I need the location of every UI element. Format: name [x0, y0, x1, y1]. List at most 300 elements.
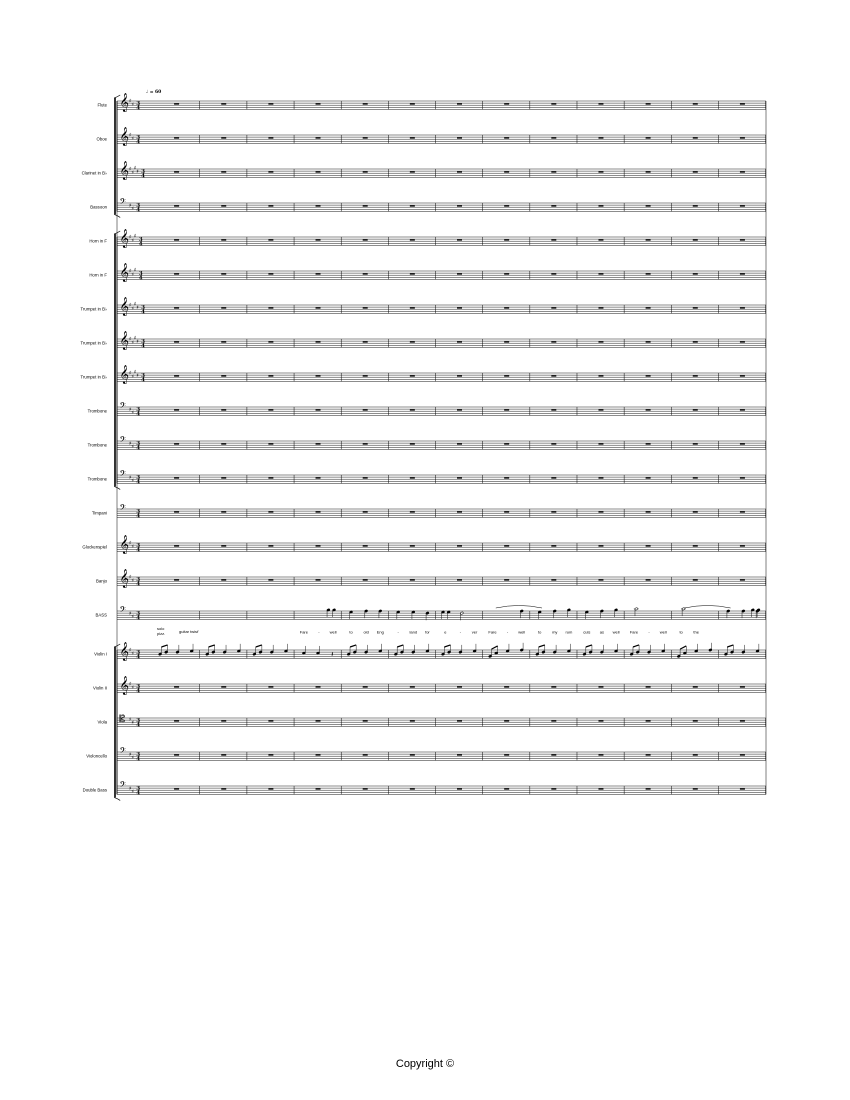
note: [447, 611, 451, 620]
instrument-label: Clarinet in B♭: [81, 170, 107, 176]
sharp-accidental: ♯: [131, 339, 134, 346]
alto-clef: 𝄡: [119, 714, 126, 726]
whole-rest: [410, 788, 415, 789]
whole-rest: [363, 205, 368, 206]
whole-rest: [268, 511, 273, 512]
lyric-syllable: well: [612, 629, 620, 635]
whole-rest: [363, 720, 368, 721]
violin-note: [520, 643, 524, 652]
violin-note: [536, 647, 540, 656]
whole-rest: [410, 205, 415, 206]
lyric-syllable: Fare: [629, 629, 639, 635]
sharp-accidental: ♯: [131, 271, 134, 278]
whole-rest: [316, 511, 321, 512]
whole-rest: [646, 307, 651, 308]
whole-rest: [740, 307, 745, 308]
whole-rest: [646, 205, 651, 206]
whole-rest: [646, 409, 651, 410]
violin-note: [614, 644, 618, 653]
instrument-label: Double Bass: [82, 787, 107, 793]
whole-rest: [316, 579, 321, 580]
violin-annotation: guitar twist': [179, 629, 199, 634]
whole-rest: [363, 375, 368, 376]
lyric-syllable: Fare: [299, 629, 309, 635]
whole-rest: [457, 545, 462, 546]
lyric-syllable: rum: [565, 629, 573, 635]
whole-rest: [598, 443, 603, 444]
violin-note: [583, 647, 587, 656]
whole-rest: [457, 477, 462, 478]
whole-rest: [221, 477, 226, 478]
time-signature-top: 3: [136, 752, 141, 758]
staff: [117, 713, 766, 728]
whole-rest: [221, 273, 226, 274]
beam: [444, 645, 450, 647]
sharp-accidental: ♯: [131, 101, 134, 108]
beam: [492, 646, 498, 649]
lyric-syllable: as: [599, 629, 605, 635]
whole-rest: [410, 443, 415, 444]
violin-note: [205, 647, 209, 656]
whole-rest: [221, 686, 226, 687]
whole-rest: [268, 545, 273, 546]
sharp-accidental: ♯: [131, 205, 134, 212]
beam: [256, 645, 262, 647]
lyric-syllable: -: [648, 629, 650, 635]
violin-note: [394, 647, 398, 656]
whole-rest: [740, 171, 745, 172]
bass-clef: 𝄢: [119, 470, 126, 481]
sharp-accidental: ♯: [131, 788, 134, 795]
instrument-label: Viola: [97, 719, 107, 725]
whole-rest: [551, 409, 556, 410]
time-signature-bottom: 4: [136, 547, 141, 554]
whole-rest: [457, 375, 462, 376]
whole-rest: [410, 307, 415, 308]
whole-rest: [504, 171, 509, 172]
instrument-label: Trumpet in B♭: [80, 306, 107, 312]
whole-rest: [363, 477, 368, 478]
lyric-syllable: -: [506, 629, 509, 635]
whole-rest: [268, 477, 273, 478]
note: [553, 610, 557, 619]
whole-rest: [268, 443, 273, 444]
whole-rest: [693, 307, 698, 308]
whole-rest: [457, 720, 462, 721]
instrument-label: Trombone: [87, 408, 107, 414]
whole-rest: [598, 137, 603, 138]
whole-rest: [221, 579, 226, 580]
treble-clef: 𝄞: [119, 641, 129, 661]
treble-clef: 𝄞: [119, 364, 129, 384]
whole-rest: [410, 686, 415, 687]
whole-rest: [551, 341, 556, 342]
note: [756, 610, 760, 619]
beam: [161, 645, 167, 647]
whole-rest: [174, 720, 179, 721]
whole-rest: [457, 137, 462, 138]
whole-rest: [457, 443, 462, 444]
sharp-accidental: ♯: [136, 304, 139, 311]
whole-rest: [268, 375, 273, 376]
whole-rest: [646, 511, 651, 512]
sharp-accidental: ♯: [136, 168, 139, 175]
staff: [117, 331, 766, 351]
whole-rest: [504, 239, 509, 240]
whole-rest: [598, 477, 603, 478]
whole-rest: [174, 375, 179, 376]
whole-rest: [693, 720, 698, 721]
whole-rest: [174, 171, 179, 172]
whole-rest: [693, 273, 698, 274]
whole-rest: [504, 137, 509, 138]
time-signature-top: 3: [141, 305, 146, 311]
violin-note: [473, 644, 477, 653]
violin-note: [677, 649, 681, 658]
whole-rest: [693, 341, 698, 342]
staff: [117, 402, 766, 417]
whole-rest: [504, 545, 509, 546]
staff: [117, 676, 766, 696]
violin-note: [347, 647, 351, 656]
time-signature-top: 3: [138, 237, 143, 243]
whole-rest: [410, 511, 415, 512]
whole-rest: [174, 754, 179, 755]
whole-rest: [457, 103, 462, 104]
whole-rest: [598, 205, 603, 206]
note: [751, 608, 755, 617]
whole-rest: [504, 307, 509, 308]
whole-rest: [740, 409, 745, 410]
violin-note: [709, 643, 713, 652]
sharp-accidental: ♯: [129, 234, 132, 241]
treble-clef: 𝄞: [119, 262, 129, 282]
sharp-accidental: ♯: [131, 305, 134, 312]
whole-rest: [551, 545, 556, 546]
whole-rest: [410, 171, 415, 172]
whole-rest: [363, 409, 368, 410]
whole-rest: [268, 103, 273, 104]
bass-clef: 𝄢: [119, 504, 126, 515]
violin-note: [302, 646, 306, 655]
whole-rest: [740, 443, 745, 444]
whole-rest: [598, 375, 603, 376]
whole-rest: [504, 720, 509, 721]
staff: [117, 535, 766, 555]
whole-rest: [646, 579, 651, 580]
copyright-footer: Copyright ©: [395, 1058, 455, 1070]
lyric-syllable: the: [693, 629, 699, 635]
sharp-accidental: ♯: [131, 684, 134, 691]
whole-rest: [410, 341, 415, 342]
bass-clef: 𝄢: [119, 781, 126, 792]
note: [349, 611, 353, 620]
whole-rest: [551, 171, 556, 172]
whole-rest: [410, 375, 415, 376]
time-signature-bottom: 4: [136, 790, 141, 797]
beam: [586, 645, 592, 647]
instrument-label: Flute: [97, 102, 107, 108]
sharp-accidental: ♯: [129, 406, 132, 413]
whole-rest: [316, 720, 321, 721]
note: [600, 610, 604, 619]
sharp-accidental: ♯: [133, 165, 137, 172]
whole-rest: [693, 511, 698, 512]
time-signature-top: 3: [136, 611, 141, 617]
lyrics-line: [157, 626, 700, 636]
sharp-accidental: ♯: [129, 302, 132, 309]
sharp-accidental: ♯: [131, 169, 134, 176]
instrument-label: Horn in F: [89, 272, 107, 278]
whole-rest: [504, 103, 509, 104]
whole-rest: [410, 103, 415, 104]
instrument-label: Bassoon: [90, 204, 107, 210]
beam: [633, 645, 639, 647]
whole-rest: [551, 443, 556, 444]
violin-note: [600, 645, 604, 654]
tempo-marking: ♩ = 60: [146, 90, 162, 95]
whole-rest: [740, 103, 745, 104]
beam: [350, 645, 356, 647]
lyric-syllable: to: [349, 629, 353, 635]
whole-rest: [268, 307, 273, 308]
lyric-syllable: land: [409, 629, 418, 635]
whole-rest: [221, 409, 226, 410]
whole-rest: [174, 137, 179, 138]
time-signature-top: 3: [136, 684, 141, 690]
sharp-accidental: ♯: [129, 647, 132, 654]
sharp-accidental: ♯: [129, 785, 132, 792]
sharp-accidental: ♯: [129, 336, 132, 343]
lyric-syllable: ver: [471, 629, 478, 635]
whole-rest: [740, 477, 745, 478]
whole-rest: [740, 545, 745, 546]
time-signature-top: 3: [136, 475, 141, 481]
whole-rest: [646, 720, 651, 721]
whole-rest: [316, 307, 321, 308]
whole-rest: [174, 103, 179, 104]
note: [635, 607, 639, 616]
whole-rest: [598, 754, 603, 755]
whole-rest: [363, 103, 368, 104]
time-signature-bottom: 4: [136, 411, 141, 418]
time-signature-top: 3: [141, 169, 146, 175]
violin-note: [553, 645, 557, 654]
whole-rest: [174, 409, 179, 410]
whole-rest: [363, 171, 368, 172]
instrument-label: Trumpet in B♭: [80, 374, 107, 380]
whole-rest: [504, 341, 509, 342]
sharp-accidental: ♯: [136, 338, 139, 345]
whole-rest: [457, 788, 462, 789]
whole-rest: [363, 307, 368, 308]
whole-rest: [268, 341, 273, 342]
whole-rest: [551, 477, 556, 478]
lyric-syllable: Eng: [376, 629, 384, 635]
whole-rest: [598, 239, 603, 240]
whole-rest: [646, 788, 651, 789]
sharp-accidental: ♯: [129, 751, 132, 758]
whole-rest: [740, 137, 745, 138]
whole-rest: [363, 579, 368, 580]
whole-rest: [316, 375, 321, 376]
violin-note: [426, 644, 430, 653]
time-signature-bottom: 4: [141, 377, 146, 384]
lyric-syllable: to: [537, 629, 542, 635]
instrument-label: BASS: [95, 612, 107, 618]
note: [327, 608, 331, 617]
whole-rest: [598, 720, 603, 721]
whole-rest: [316, 686, 321, 687]
treble-clef: 𝄞: [119, 330, 129, 350]
note: [396, 611, 400, 620]
whole-rest: [174, 686, 179, 687]
time-signature-top: 3: [136, 718, 141, 724]
whole-rest: [504, 754, 509, 755]
staff: [117, 470, 766, 485]
treble-clef: 𝄞: [119, 92, 129, 112]
whole-rest: [504, 443, 509, 444]
violin-note: [724, 647, 728, 656]
instrument-label: Banjo: [96, 578, 107, 584]
whole-rest: [646, 171, 651, 172]
instrument-label: Timpani: [91, 510, 107, 516]
whole-rest: [504, 686, 509, 687]
whole-rest: [551, 205, 556, 206]
whole-rest: [174, 307, 179, 308]
whole-rest: [457, 341, 462, 342]
whole-rest: [174, 511, 179, 512]
whole-rest: [457, 511, 462, 512]
whole-rest: [551, 720, 556, 721]
time-signature-top: 3: [136, 577, 141, 583]
violin-note: [488, 649, 492, 658]
violin-note: [742, 645, 746, 654]
whole-rest: [693, 375, 698, 376]
lyric-syllable: Fare: [488, 629, 497, 635]
whole-rest: [646, 443, 651, 444]
whole-rest: [646, 103, 651, 104]
whole-rest: [363, 239, 368, 240]
sharp-accidental: ♯: [131, 650, 134, 657]
lyric-syllable: well: [659, 629, 667, 635]
whole-rest: [221, 754, 226, 755]
sharp-accidental: ♯: [131, 373, 134, 380]
staff: [117, 569, 766, 589]
whole-rest: [598, 545, 603, 546]
whole-rest: [504, 511, 509, 512]
whole-rest: [363, 443, 368, 444]
sharp-accidental: ♯: [133, 369, 137, 376]
whole-rest: [457, 239, 462, 240]
staff: [117, 365, 766, 385]
sharp-accidental: ♯: [133, 267, 137, 274]
whole-rest: [316, 341, 321, 342]
instrument-label: Glockenspiel: [82, 544, 107, 550]
note: [364, 610, 368, 619]
whole-rest: [598, 579, 603, 580]
whole-rest: [363, 273, 368, 274]
staff: [117, 93, 766, 113]
whole-rest: [646, 341, 651, 342]
sharp-accidental: ♯: [129, 681, 132, 688]
whole-rest: [410, 273, 415, 274]
staff: [117, 161, 766, 181]
whole-rest: [551, 686, 556, 687]
violin-note: [176, 645, 180, 654]
sharp-accidental: ♯: [131, 613, 134, 620]
time-signature-top: 3: [136, 407, 141, 413]
sharp-accidental: ♯: [133, 335, 137, 342]
whole-rest: [174, 788, 179, 789]
whole-rest: [268, 137, 273, 138]
sharp-accidental: ♯: [133, 233, 137, 240]
sharp-accidental: ♯: [129, 440, 132, 447]
whole-rest: [740, 205, 745, 206]
whole-rest: [504, 579, 509, 580]
bass-clef: 𝄢: [119, 747, 126, 758]
whole-rest: [410, 239, 415, 240]
note: [682, 607, 686, 616]
sharp-accidental: ♯: [131, 135, 134, 142]
whole-rest: [693, 477, 698, 478]
bass-clef: 𝄢: [119, 402, 126, 413]
bracket-hook: [114, 797, 120, 800]
whole-rest: [504, 788, 509, 789]
whole-rest: [221, 545, 226, 546]
time-signature-bottom: 4: [136, 445, 141, 452]
sharp-accidental: ♯: [133, 301, 137, 308]
lyric-syllable: e: [444, 629, 447, 635]
whole-rest: [316, 754, 321, 755]
violin-note: [459, 645, 463, 654]
whole-rest: [221, 205, 226, 206]
whole-rest: [221, 171, 226, 172]
beam: [680, 646, 686, 649]
time-signature-top: 3: [136, 203, 141, 209]
time-signature-top: 3: [136, 543, 141, 549]
whole-rest: [457, 686, 462, 687]
time-signature-top: 3: [141, 373, 146, 379]
sharp-accidental: ♯: [131, 409, 134, 416]
whole-rest: [740, 375, 745, 376]
time-signature-bottom: 4: [136, 654, 141, 661]
whole-rest: [221, 341, 226, 342]
time-signature-top: 3: [136, 101, 141, 107]
whole-rest: [740, 720, 745, 721]
treble-clef: 𝄞: [119, 228, 129, 248]
whole-rest: [551, 788, 556, 789]
sharp-accidental: ♯: [129, 98, 132, 105]
whole-rest: [504, 409, 509, 410]
whole-rest: [268, 273, 273, 274]
violin-note: [567, 644, 571, 653]
whole-rest: [268, 239, 273, 240]
whole-rest: [268, 409, 273, 410]
whole-rest: [504, 205, 509, 206]
time-signature-top: 3: [136, 786, 141, 792]
violin-note: [694, 644, 698, 653]
treble-clef: 𝄞: [119, 160, 129, 180]
violin-note: [158, 647, 162, 656]
whole-rest: [363, 137, 368, 138]
whole-rest: [598, 307, 603, 308]
whole-rest: [316, 545, 321, 546]
sharp-accidental: ♯: [129, 202, 132, 209]
beam: [727, 645, 733, 647]
violin-note: [316, 646, 320, 655]
beam: [539, 645, 545, 647]
